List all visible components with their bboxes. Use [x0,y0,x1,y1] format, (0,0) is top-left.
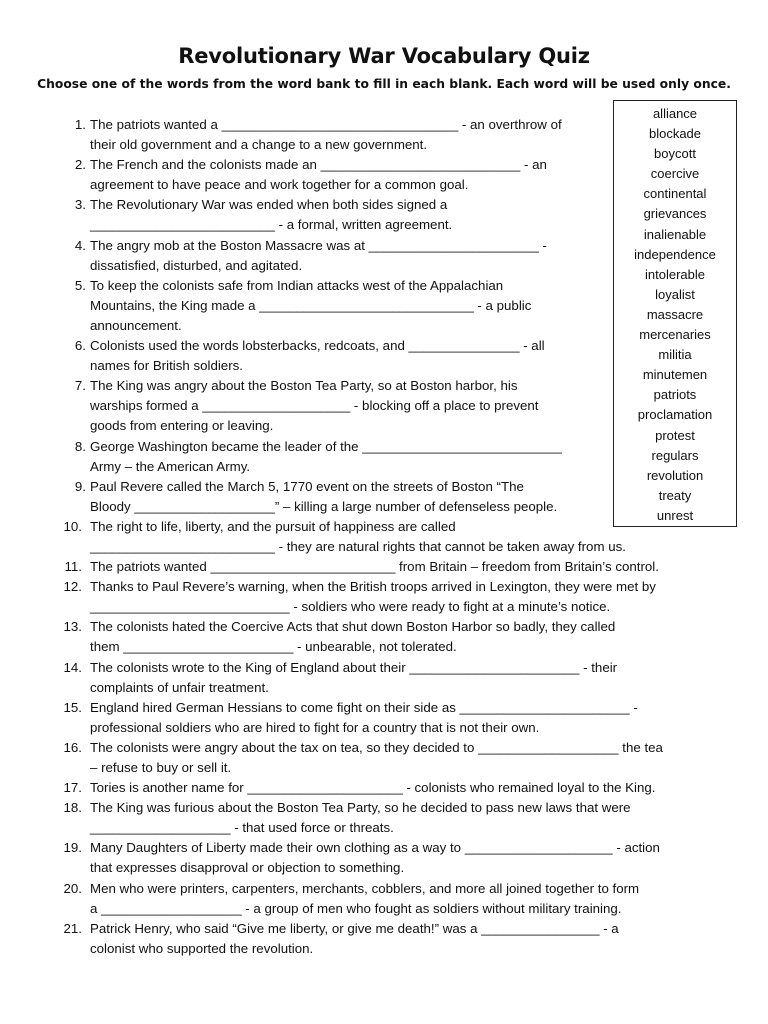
question-number: 7. [74,378,86,394]
word-bank-item: militia [658,347,692,363]
word-bank-item: treaty [658,487,692,503]
question-item [52,517,732,557]
word-bank-item: proclamation [637,407,713,423]
question-number: 3. [74,197,86,213]
question-item [52,115,732,155]
question-text-line: a ___________________ - a group of men who fought as soldiers without military training. [90,900,622,916]
question-text-line: The patriots wanted _________________________ from Britain – freedom from Britain’s control. [90,559,659,575]
question-text-line: agreement to have peace and work together for a common goal. [90,177,469,193]
word-bank-item: boycott [654,146,696,162]
question-number: 4. [74,237,86,253]
question-number: 6. [74,338,86,354]
question-text-line: them _______________________ - unbearable, not tolerated. [90,639,457,655]
word-bank-item: coercive [650,166,700,182]
question-text-line: that expresses disapproval or objection to something. [90,860,405,876]
question-text-line: dissatisfied, disturbed, and agitated. [90,257,303,273]
question-text-line: professional soldiers who are hired to fight for a country that is not their own. [90,719,540,735]
question-item [52,738,732,778]
question-item [52,778,732,798]
question-text-line: Many Daughters of Liberty made their own clothing as a way to ____________________ - action [90,840,660,856]
question-text-line: George Washington became the leader of the ___________________________ [90,438,562,454]
word-bank-item: loyalist [655,286,695,302]
question-text-line: The colonists wrote to the King of England about their _______________________ - their [90,659,618,675]
word-bank-item: grievances [643,206,707,222]
word-bank-item: regulars [651,447,699,463]
question-text-line: Bloody ___________________” – killing a large number of defenseless people. [90,498,558,514]
question-text-line: colonist who supported the revolution. [90,940,314,956]
question-text-line: The angry mob at the Boston Massacre was at _______________________ - [90,237,547,253]
question-item [52,195,732,235]
question-item [52,437,732,477]
word-bank-item: unrest [656,507,694,523]
question-number: 8. [74,438,86,454]
question-text-line: ___________________ - that used force or threats. [90,820,394,836]
question-text-line: Army – the American Army. [90,458,251,474]
question-text-line: Men who were printers, carpenters, merchants, cobblers, and more all joined together to form [90,880,640,896]
question-number: 18. [63,800,82,816]
question-number: 21. [63,920,82,936]
question-item [52,698,732,738]
question-text-line: Patrick Henry, who said “Give me liberty, or give me death!” was a ________________ - a [90,920,619,936]
word-bank-item: inalienable [643,226,707,242]
question-text-line: The King was furious about the Boston Tea Party, so he decided to pass new laws that were [90,800,631,816]
word-bank-item: patriots [653,387,697,403]
question-item [52,617,732,657]
question-text-line: The patriots wanted a ________________________________ - an overthrow of [90,117,562,132]
question-text-line: To keep the colonists safe from Indian attacks west of the Appalachian [90,277,504,293]
question-text-line: _________________________ - they are natural rights that cannot be taken away from us. [90,538,626,554]
question-text-line: their old government and a change to a new government. [90,137,428,153]
question-number: 9. [74,478,86,494]
question-text-line: warships formed a ____________________ - blocking off a place to prevent [90,398,539,414]
question-item [52,919,732,959]
word-bank-item: continental [643,186,707,202]
question-text-line: The Revolutionary War was ended when both sides signed a [90,197,448,213]
question-item [52,336,732,376]
question-number: 1. [74,117,86,132]
question-text-line: Colonists used the words lobsterbacks, redcoats, and _______________ - all [90,338,545,354]
question-item [52,838,732,878]
question-item [52,477,732,517]
question-number: 10. [63,518,82,534]
question-text-line: complaints of unfair treatment. [90,679,269,695]
question-item [52,557,732,577]
question-text-line: The French and the colonists made an ___________________________ - an [90,157,547,173]
word-bank-item: mercenaries [639,327,711,343]
question-number: 15. [63,699,82,715]
question-item [52,236,732,276]
question-item [52,879,732,919]
question-item [52,577,732,617]
question-text-line: announcement. [90,317,182,333]
question-number: 5. [74,277,86,293]
word-bank-item: blockade [648,126,702,142]
question-item [52,658,732,698]
word-bank-item: independence [634,246,716,262]
question-text-line: The colonists were angry about the tax on tea, so they decided to ___________________ the tea [90,739,663,755]
question-text-line: names for British soldiers. [90,358,243,374]
instructions: Choose one of the words from the word bank to fill in each blank. Each word will be used only once. [37,77,731,91]
question-number: 17. [63,780,82,796]
word-bank-item: alliance [652,106,698,121]
word-bank-item: protest [655,427,695,443]
word-bank-item: massacre [646,306,704,322]
word-bank-item: intolerable [645,266,705,282]
question-item [52,155,732,195]
question-item [52,276,732,336]
question-text-line: The right to life, liberty, and the pursuit of happiness are called [90,518,456,534]
question-number: 2. [74,157,86,173]
quiz-title: Revolutionary War Vocabulary Quiz [178,44,590,68]
question-number: 19. [63,840,82,856]
question-text-line: ___________________________ - soldiers who were ready to fight at a minute’s notice. [90,599,611,615]
question-text-line: Thanks to Paul Revere’s warning, when the British troops arrived in Lexington, they were met by [90,579,656,595]
question-list [52,115,732,959]
question-text-line: goods from entering or leaving. [90,418,274,434]
question-number: 16. [63,739,82,755]
question-number: 14. [63,659,82,675]
question-text-line: The colonists hated the Coercive Acts that shut down Boston Harbor so badly, they called [90,619,616,635]
question-text-line: _________________________ - a formal, written agreement. [90,217,453,233]
word-bank-item: revolution [646,467,704,483]
question-number: 20. [63,880,82,896]
question-text-line: – refuse to buy or sell it. [90,760,232,775]
question-text-line: Mountains, the King made a _____________________________ - a public [90,297,532,313]
word-bank-item: minutemen [642,367,708,383]
question-item [52,798,732,838]
question-text-line: The King was angry about the Boston Tea Party, so at Boston harbor, his [90,378,518,394]
question-text-line: Paul Revere called the March 5, 1770 event on the streets of Boston “The [90,478,524,494]
question-number: 11. [64,559,82,575]
question-number: 12. [63,579,82,595]
question-number: 13. [63,619,82,635]
question-text-line: Tories is another name for _____________________ - colonists who remained loyal to the King. [90,780,656,796]
question-item [52,376,732,436]
question-text-line: England hired German Hessians to come fight on their side as _______________________ - [90,699,638,715]
